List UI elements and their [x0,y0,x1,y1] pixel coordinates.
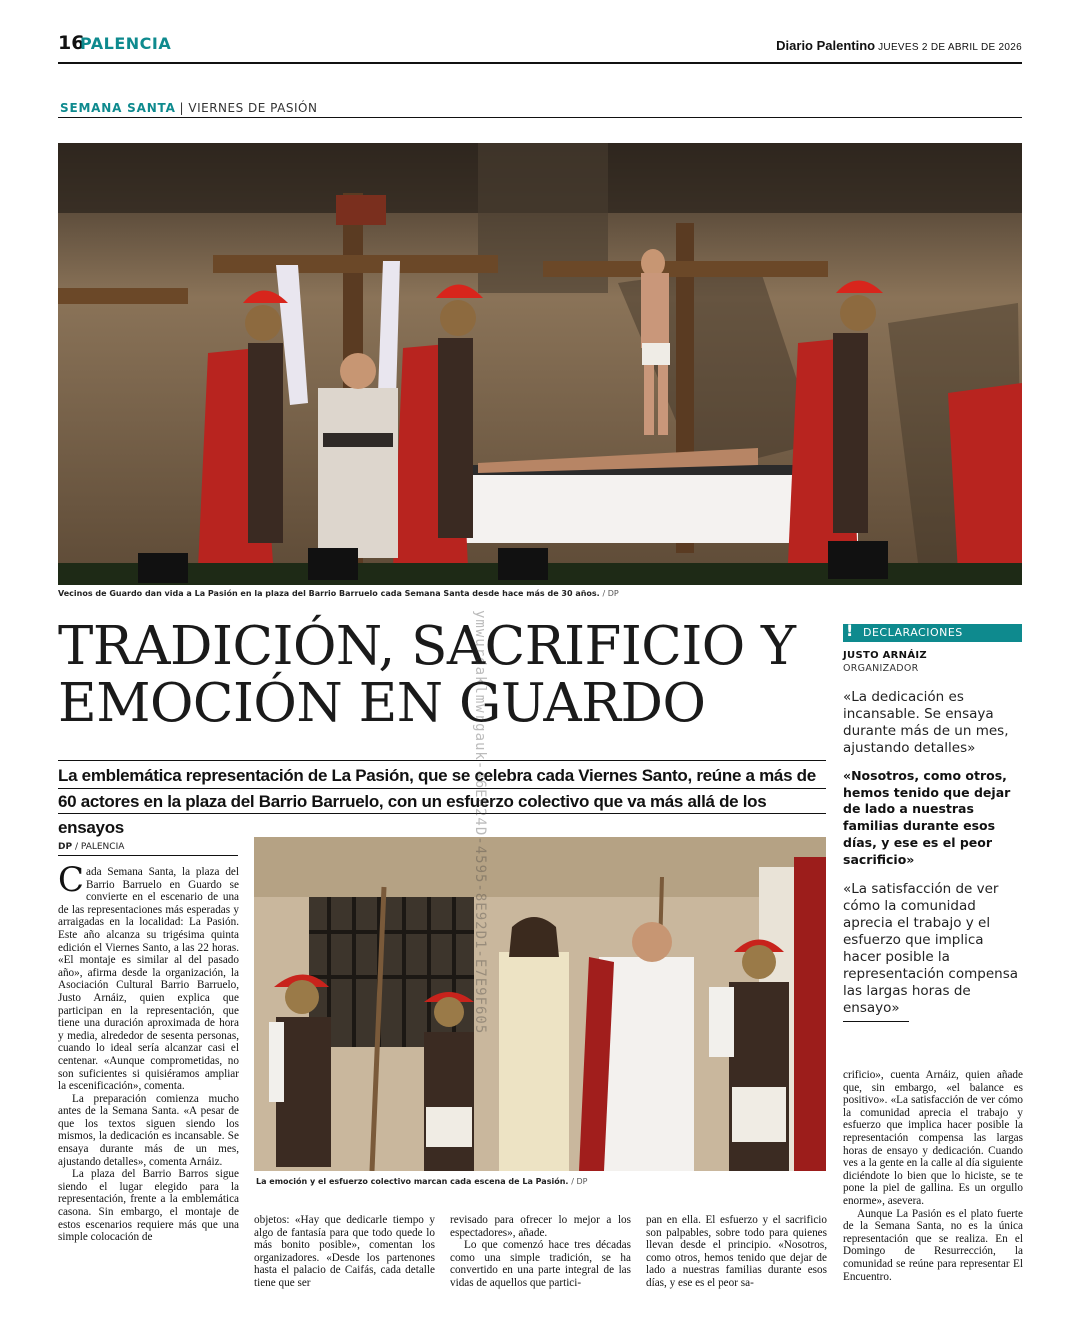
exclamation-icon: ! [846,621,854,640]
main-photo-illustration [58,143,1022,585]
second-photo-caption-text: La emoción y el esfuerzo colectivo marcan cada escena de La Pasión. [256,1177,569,1186]
second-photo [254,837,826,1171]
header-rule [58,62,1022,64]
newspaper-name: Diario Palentino [776,38,876,53]
body-column-5 [843,1069,1023,1283]
deck [58,763,828,841]
headline-line-2: EMOCIÓN EN GUARDO [58,673,706,734]
main-photo-caption-text: Vecinos de Guardo dan vida a La Pasión en la plaza del Barrio Barruelo cada Semana Santa desde hace más de 30 años. [58,589,600,598]
body-column-4-text: pan en ella. El esfuerzo y el sacrificio son palpables, sobre todo para quienes llevan desde el principio. «Nosotros, como otros, hemos tenido que dejar de lado a nuestras familias durante esos días, y ese es el peor sa- [646,1214,827,1289]
drop-cap: C [58,860,85,900]
byline-place: / PALENCIA [74,842,125,852]
body-column-3-text-a: revisado para ofrecer lo mejor a los espectadores», añade. [450,1214,631,1239]
kicker [60,101,317,115]
body-column-2-text: objetos: «Hay que dedicarle tiempo y algo de fantasía para que todo quede lo más bonito posible», comentan los organizadores. «Desde los partenones hasta el palacio de Caifás, cada detalle tiene que ser [254,1214,435,1289]
watermark: ymwurdaklmwrgauk-46EB24D-4595-8E92D1-E7E9F605 [472,610,488,1035]
body-paragraph-1 [58,860,239,1093]
byline-rule [58,855,238,856]
body-column-1 [58,860,239,1244]
kicker-subsection: VIERNES DE PASIÓN [188,101,318,115]
second-photo-illustration [254,837,826,1171]
body-column-2 [254,1214,435,1290]
main-photo-caption [58,589,619,598]
body-column-5-text-a: crificio», cuenta Arnáiz, quien añade que, sin embargo, «el balance es positivo». «La satisfacción de ver cómo la comunidad aprecia el trabajo y esfuerzo que implica hacer posible la representación compensa las largas horas de ensayo y dedicación. Cuando ves a la gente en la calle al día siguiente diciéndote lo bien que lo hiciste, se te pone la piel de gallina. Es un orgullo enorme», asevera. [843,1069,1023,1207]
sidebar-speaker-role: ORGANIZADOR [843,663,919,674]
kicker-section: SEMANA SANTA [60,101,176,115]
page-number: 16 [58,32,85,54]
main-photo-credit: / DP [602,589,619,598]
headline [58,618,818,732]
main-photo [58,143,1022,585]
body-paragraph-3: La plaza del Barrio Barros sigue siendo el lugar elegido para la representación, frente a la emblemática casona. Sin embargo, el montaje de estos escenarios requiere más que una simple colocación de [58,1168,239,1244]
sidebar-header [843,621,1022,642]
body-column-3 [450,1214,631,1290]
newspaper-masthead [776,38,1022,53]
sidebar-quote-1: «La dedicación es incansable. Se ensaya durante más de un mes, ajustando detalles» [843,689,1009,756]
body-paragraph-1-text: ada Semana Santa, la plaza del Barrio Barruelo en Guardo se convierte en el escenario de una de las representaciones más esperadas y arraigadas en la localidad: La Pasión. Este año alcanza su trigésima quinta edición el Viernes Santo, a las 22 horas. «El montaje es similar al del pasado año», afirma desde la organización, la Asociación Cultural Barrio Barruelo, Justo Arnáiz, quien explica que participan en la representación, que tiene una duración aproximada de hora y media, alrededor de sesenta personas, cuando lo ideal sería alcanzar casi el centenar. «Aunque comprometidas, no son suficientes si quisiéramos ampliar la escenificación», comenta. [58,866,239,1093]
kicker-divider: | [179,101,189,115]
headline-line-1: TRADICIÓN, SACRIFICIO Y [58,616,796,677]
body-column-3-text-b: Lo que comenzó hace tres décadas como una simple tradición, se ha convertido en una parte integral de las vidas de aquellos que partici- [450,1239,631,1289]
body-column-5-text-b: Aunque La Pasión es el plato fuerte de la Semana Santa, no es la única representación que se realiza. En el Domingo de Resurrección, la comunidad se reúne para representar El Encuentro. [843,1207,1023,1283]
deck-rule-top [58,760,826,761]
kicker-rule [58,117,1022,118]
second-photo-credit: / DP [571,1177,588,1186]
byline [58,842,124,852]
sidebar-title: DECLARACIONES [863,626,963,639]
deck-line-2: 60 actores en la plaza del Barrio Barruelo, con un esfuerzo colectivo que va más allá de los ensayos [58,792,767,837]
body-paragraph-2: La preparación comienza mucho antes de la Semana Santa. «A pesar de que los textos siguen siendo los mismos, la dedicación es incansable. Se ensaya durante más de un mes, ajustando detalles», comenta Arnáiz. [58,1092,239,1168]
sidebar-quote-3: «La satisfacción de ver cómo la comunidad aprecia el trabajo y el esfuerzo que implica hacer posible la representación compensa las largas horas de ensayo» [843,881,1018,1016]
byline-agency: DP [58,842,73,852]
sidebar-rule [843,1021,909,1022]
second-photo-caption [256,1177,587,1186]
section-name: PALENCIA [80,34,172,53]
body-column-4 [646,1214,827,1290]
issue-date: JUEVES 2 DE ABRIL DE 2026 [878,42,1022,53]
deck-line-1: La emblemática representación de La Pasión, que se celebra cada Viernes Santo, reúne a más de [58,766,816,785]
sidebar-speaker-name: JUSTO ARNÁIZ [843,650,927,661]
sidebar-quote-2: «Nosotros, como otros, hemos tenido que dejar de lado a nuestras familias durante esos días, y ese es el peor sacrificio» [843,768,1011,867]
